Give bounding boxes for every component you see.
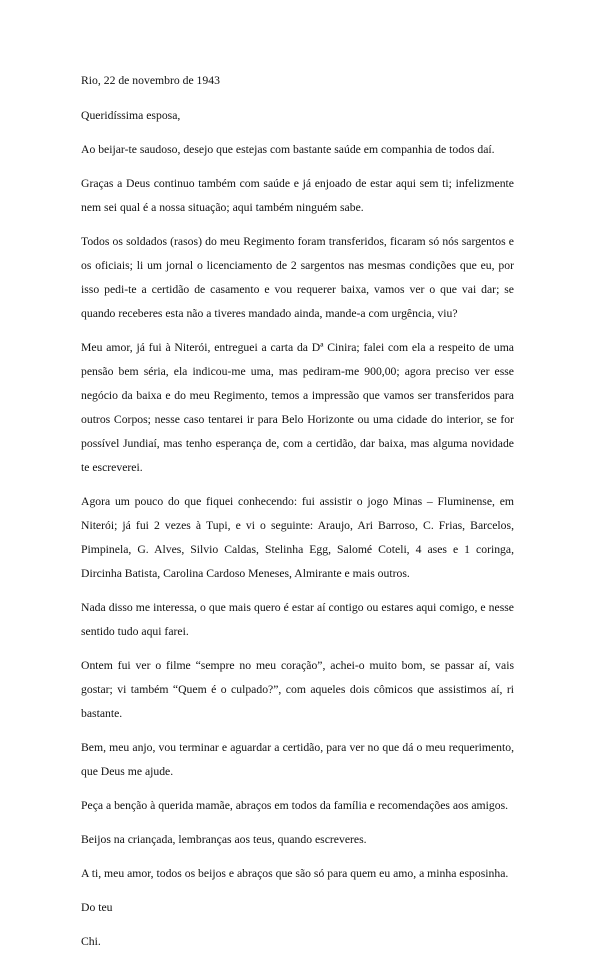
letter-date: Rio, 22 de novembro de 1943 (81, 74, 220, 87)
letter-paragraph: Agora um pouco do que fiquei conhecendo: fui assistir o jogo Minas – Fluminense, em Niterói; já fui 2 vezes à Tupi, e vi o seguinte: Araujo, Ari Barroso, C. Frias, Barcelos, Pimpinela, G. Alves, Silvio Caldas, Stelinha Egg, Salomé Coteli, 4 ases e 1 coringa, Dircinha Batista, Carolina Cardoso Meneses, Almirante e mais outros. (81, 495, 514, 580)
letter-paragraph: Beijos na criançada, lembranças aos teus, quando escreveres. (81, 833, 367, 846)
letter-paragraph: Todos os soldados (rasos) do meu Regimento foram transferidos, ficaram só nós sargentos e os oficiais; li um jornal o licenciamento de 2 sargentos nas mesmas condições que eu, por isso pedi-te a certidão de casamento e vou requerer baixa, vamos ver o que vai dar; se quando receberes esta não a tiveres mandado ainda, mande-a com urgência, viu? (81, 235, 514, 320)
letter-paragraph: Graças a Deus continuo também com saúde e já enjoado de estar aqui sem ti; infelizmente nem sei qual é a nossa situação; aqui também ninguém sabe. (81, 177, 514, 214)
letter-paragraph: Nada disso me interessa, o que mais quero é estar aí contigo ou estares aqui comigo, e nesse sentido tudo aqui farei. (81, 601, 514, 638)
letter-paragraph: A ti, meu amor, todos os beijos e abraços que são só para quem eu amo, a minha esposinha. (81, 867, 509, 880)
letter-signature: Chi. (81, 935, 101, 948)
letter-salutation: Queridíssima esposa, (81, 109, 181, 122)
letter-paragraph: Peça a benção à querida mamãe, abraços em todos da família e recomendações aos amigos. (81, 799, 509, 812)
letter-paragraph: Ontem fui ver o filme “sempre no meu coração”, achei-o muito bom, se passar aí, vais gostar; vi também “Quem é o culpado?”, com aqueles dois cômicos que assistimos aí, ri bastante. (81, 659, 514, 720)
letter-paragraph: Ao beijar-te saudoso, desejo que estejas com bastante saúde em companhia de todos daí. (81, 143, 495, 156)
letter-closing: Do teu (81, 901, 113, 914)
letter-paragraph: Meu amor, já fui à Niterói, entreguei a carta da Dª Cinira; falei com ela a respeito de uma pensão bem séria, ela indicou-me uma, mas pediram-me 900,00; agora preciso ver esse negócio da baixa e do meu Regimento, temos a impressão que vamos ser transferidos para outros Corpos; nesse caso tentarei ir para Belo Horizonte ou uma cidade do interior, se for possível Jundiaí, mas tenho esperança de, com a certidão, dar baixa, mas alguma novidade te escreverei. (81, 341, 514, 474)
letter-paragraph: Bem, meu anjo, vou terminar e aguardar a certidão, para ver no que dá o meu requerimento, que Deus me ajude. (81, 741, 514, 778)
